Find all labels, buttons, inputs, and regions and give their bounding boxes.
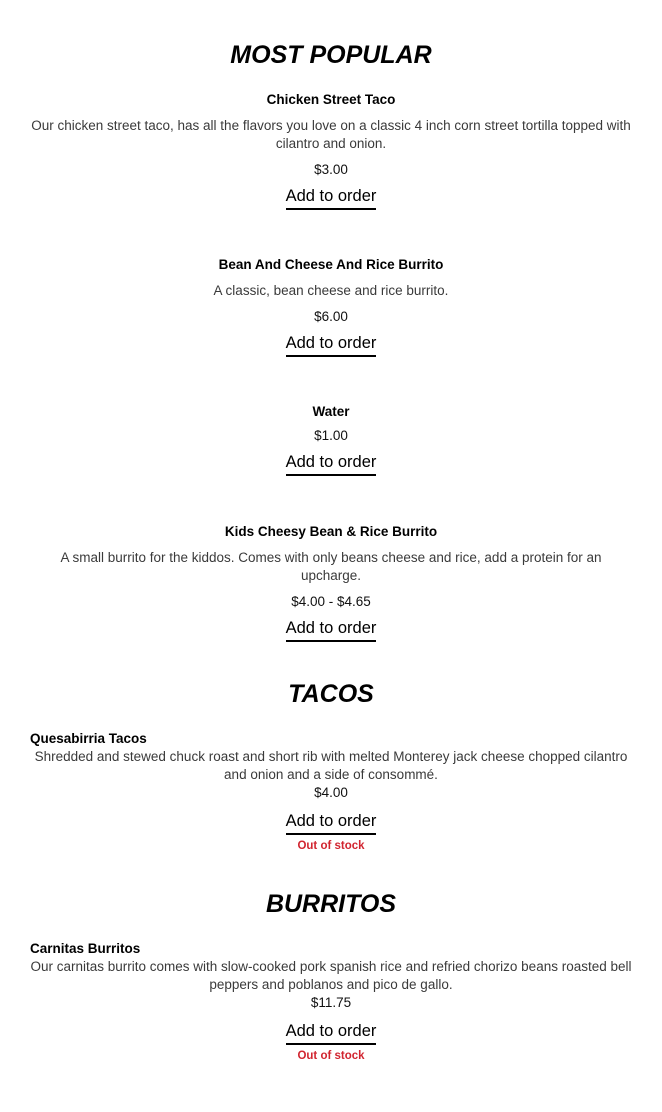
item-description: Shredded and stewed chuck roast and short rib with melted Monterey jack cheese chopped cilantro and onion and a side of consommé. — [34, 749, 628, 782]
item-description: A classic, bean cheese and rice burrito. — [213, 283, 449, 298]
add-to-order-button[interactable]: Add to order — [286, 186, 377, 210]
menu-item-bean-cheese-rice-burrito — [30, 256, 632, 357]
item-description: Our carnitas burrito comes with slow-cooked pork spanish rice and refried chorizo beans roasted bell peppers and poblanos and pico de gallo. — [30, 959, 632, 992]
item-price: $4.00 — [314, 785, 348, 800]
item-name: Water — [312, 404, 350, 419]
item-price: $3.00 — [314, 162, 348, 177]
item-price: $4.00 - $4.65 — [291, 594, 371, 609]
item-price: $1.00 — [314, 428, 348, 443]
menu-item-water — [30, 403, 632, 476]
section-title-most-popular: MOST POPULAR — [230, 41, 432, 69]
out-of-stock-badge: Out of stock — [297, 1050, 365, 1062]
item-name: Bean And Cheese And Rice Burrito — [218, 257, 444, 272]
item-price: $11.75 — [310, 995, 352, 1010]
section-title-tacos: TACOS — [288, 680, 374, 708]
item-name: Chicken Street Taco — [266, 92, 396, 107]
out-of-stock-badge: Out of stock — [297, 840, 365, 852]
add-to-order-button[interactable]: Add to order — [286, 618, 377, 642]
item-name: Quesabirria Tacos — [30, 731, 147, 746]
item-description: Our chicken street taco, has all the flavors you love on a classic 4 inch corn street tortilla topped with cilantro and onion. — [31, 118, 631, 151]
item-name: Carnitas Burritos — [30, 941, 141, 956]
item-price: $6.00 — [314, 309, 348, 324]
item-name: Kids Cheesy Bean & Rice Burrito — [224, 524, 438, 539]
section-title-burritos: BURRITOS — [265, 890, 397, 918]
item-description: A small burrito for the kiddos. Comes with only beans cheese and rice, add a protein for an upcharge. — [60, 550, 602, 583]
menu-item-carnitas-burritos — [30, 940, 632, 1064]
menu-item-chicken-street-taco — [30, 91, 632, 210]
add-to-order-button[interactable]: Add to order — [286, 452, 377, 476]
menu-item-quesabirria-tacos — [30, 730, 632, 854]
menu-item-kids-cheesy-bean-rice-burrito — [30, 523, 632, 642]
add-to-order-button[interactable]: Add to order — [286, 1021, 377, 1045]
add-to-order-button[interactable]: Add to order — [286, 811, 377, 835]
add-to-order-button[interactable]: Add to order — [286, 333, 377, 357]
